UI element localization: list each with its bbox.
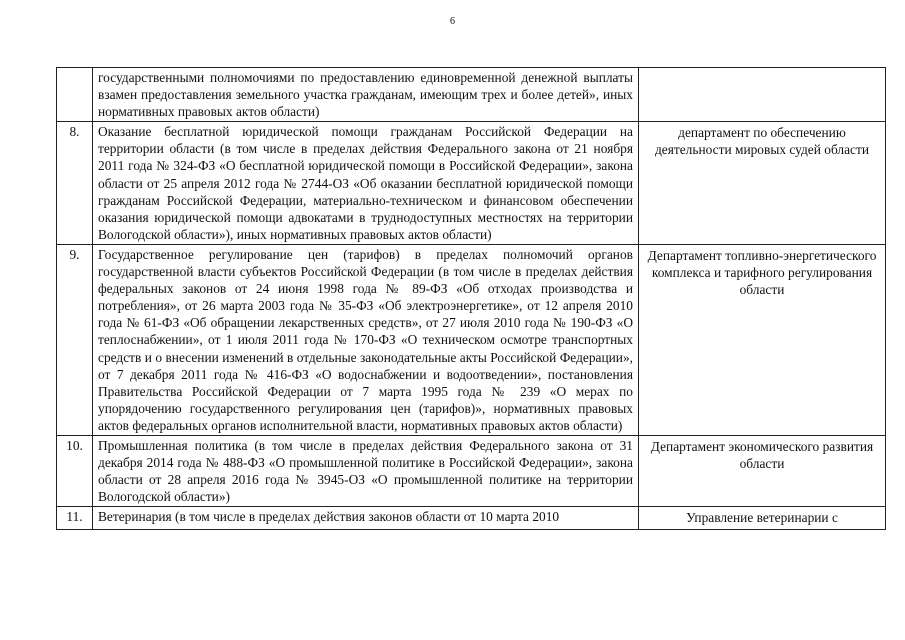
row-department [639,68,886,122]
functions-table [56,67,886,530]
row-number [57,68,93,122]
table-row [57,244,886,435]
row-text: Оказание бесплатной юридической помощи гражданам Российской Федерации на территории области (в том числе в пределах действия Федерального закона от 21 ноября 2011 года № 324-ФЗ «О бесплатной юридической помощи в Российской Федерации», закона области от 25 апреля 2012 года № 2744-ОЗ «Об оказании бесплатной юридической помощи гражданам Российской Федерации, материально-техническом и финансовом обеспечении оказания юридической помощи адвокатами в труднодоступных местностях на территории Вологодской области»), иных нормативных правовых актов области) [93,122,639,245]
row-department: Управление ветеринарии с [639,507,886,530]
table-row [57,122,886,245]
row-number: 11. [57,507,93,530]
row-department: Департамент топливно-энергетического комплекса и тарифного регулирования области [639,244,886,435]
row-number: 10. [57,435,93,506]
row-text: государственными полномочиями по предоставлению единовременной денежной выплаты взамен предоставления земельного участка гражданам, имеющим трех и более детей», иных нормативных правовых актов области) [93,68,639,122]
table-row [57,68,886,122]
row-text: Ветеринария (в том числе в пределах действия законов области от 10 марта 2010 [93,507,639,530]
row-text: Промышленная политика (в том числе в пределах действия Федерального закона от 31 декабря 2014 года № 488-ФЗ «О промышленной политике в Российской Федерации», закона области от 28 апреля 2016 года № 3945-ОЗ «О промышленной политике на территории Вологодской области») [93,435,639,506]
row-department: департамент по обеспечению деятельности мировых судей области [639,122,886,245]
table-row [57,435,886,506]
table-row [57,507,886,530]
row-number: 8. [57,122,93,245]
row-text: Государственное регулирование цен (тарифов) в пределах полномочий органов государственной власти субъектов Российской Федерации (в том числе в пределах действия федеральных законов от 24 июня 1998 года № 89-ФЗ «Об отходах производства и потребления», от 26 марта 2003 года № 35-ФЗ «Об электроэнергетике», от 12 апреля 2010 года № 61-ФЗ «Об обращении лекарственных средств», от 27 июля 2010 года № 190-ФЗ «О теплоснабжении», от 1 июля 2011 года № 170-ФЗ «О техническом осмотре транспортных средств и о внесении изменений в отдельные законодательные акты Российской Федерации», от 7 декабря 2011 года № 416-ФЗ «О водоснабжении и водоотведении», постановления Правительства Российской Федерации от 7 марта 1995 года № 239 «О мерах по упорядочению государственного регулирования цен (тарифов)», нормативных правовых актов федеральных органов исполнительной власти, нормативных правовых актов области) [93,244,639,435]
row-department: Департамент экономического развития области [639,435,886,506]
row-number: 9. [57,244,93,435]
page-number: 6 [450,16,455,27]
